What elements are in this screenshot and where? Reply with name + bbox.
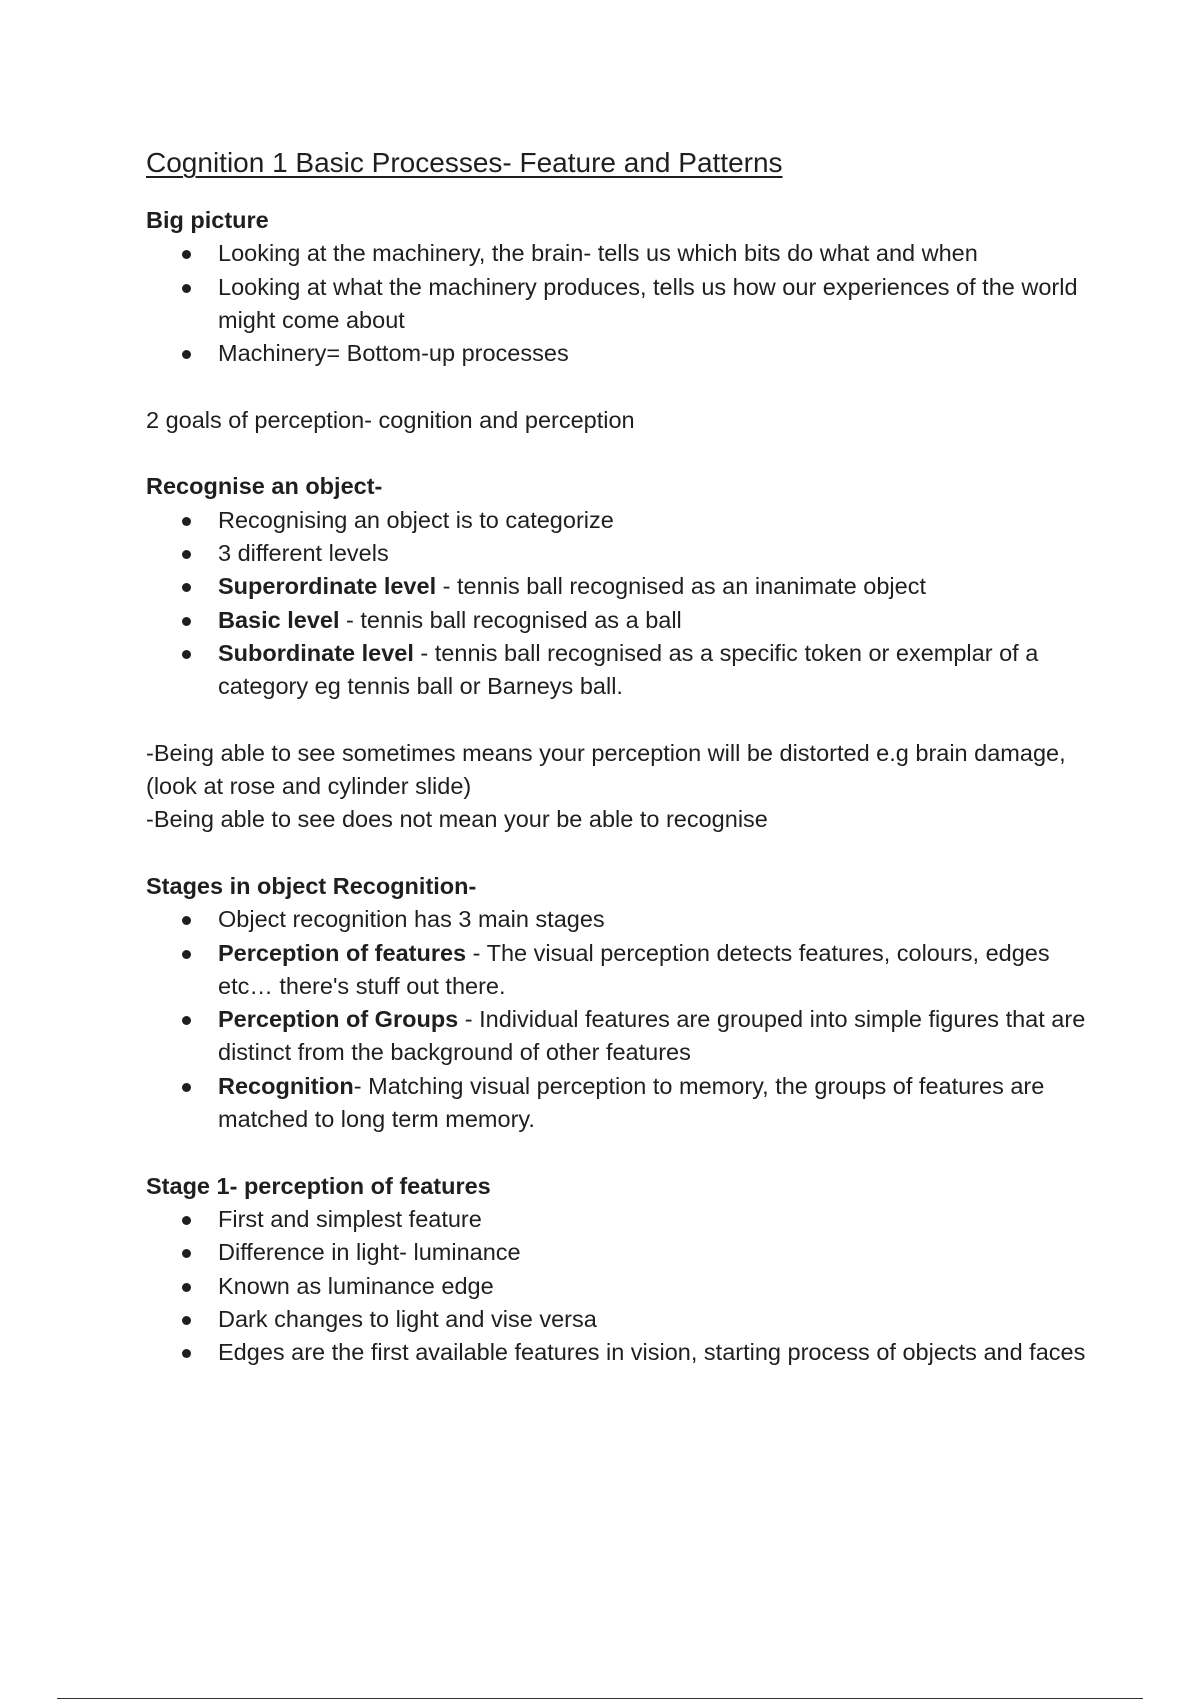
list-item (146, 1336, 1086, 1369)
bullet-icon (182, 617, 191, 626)
bullet-icon (182, 650, 191, 659)
section-recognise-object (146, 470, 1086, 703)
bullet-icon (182, 1083, 191, 1092)
list-item-text: - tennis ball recognised as an inanimate object (436, 573, 926, 600)
list-item (146, 504, 1086, 537)
bullet-icon (182, 950, 191, 959)
note-line: -Being able to see does not mean your be able to recognise (146, 806, 768, 833)
bullet-icon (182, 350, 191, 359)
list-item-text: Dark changes to light and vise versa (218, 1305, 597, 1332)
bullet-icon (182, 250, 191, 259)
section-stage-1 (146, 1170, 1086, 1370)
list-item-text: Looking at what the machinery produces, tells us how our experiences of the world might come about (218, 273, 1078, 333)
list-item (146, 604, 1086, 637)
list-item (146, 1270, 1086, 1303)
bullet-icon (182, 517, 191, 526)
spacer (146, 437, 1086, 470)
list-item (146, 1070, 1086, 1137)
section-heading: Recognise an object- (146, 473, 383, 500)
bullet-icon (182, 916, 191, 925)
list-item (146, 237, 1086, 270)
section-heading: Stages in object Recognition- (146, 872, 477, 899)
list-item (146, 570, 1086, 603)
bullet-list (146, 237, 1086, 370)
bullet-icon (182, 284, 191, 293)
section-stages-recognition (146, 870, 1086, 1136)
list-item-term: Superordinate level (218, 573, 437, 600)
section-heading: Big picture (146, 207, 269, 233)
list-item-text: - Individual features are grouped into simple figures that are distinct from the background of other features (218, 1006, 1086, 1066)
list-item (146, 1236, 1086, 1269)
list-item (146, 1303, 1086, 1336)
list-item (146, 1003, 1086, 1070)
list-item-text: First and simplest feature (218, 1205, 482, 1232)
list-item-text: Object recognition has 3 main stages (218, 906, 605, 933)
list-item-text: Known as luminance edge (218, 1272, 494, 1299)
list-item-text: - tennis ball recognised as a specific token or exemplar of a category eg tennis ball or Barneys ball. (218, 639, 1039, 700)
bullet-icon (182, 1216, 191, 1225)
note-line: -Being able to see sometimes means your perception will be distorted e.g brain damage, (look at rose and cylinder slide) (146, 739, 1066, 800)
page-title: Cognition 1 Basic Processes- Feature and Patterns (146, 147, 783, 178)
list-item (146, 337, 1086, 370)
bullet-icon (182, 1249, 191, 1258)
list-item-text: Edges are the first available features in vision, starting process of objects and faces (218, 1339, 1086, 1366)
list-item-text: - Matching visual perception to memory, the groups of features are matched to long term memory. (218, 1072, 1045, 1133)
list-item (146, 903, 1086, 936)
list-item (146, 271, 1086, 338)
bullet-list (146, 903, 1086, 1136)
goals-paragraph: 2 goals of perception- cognition and perception (146, 406, 635, 433)
bullet-icon (182, 1283, 191, 1292)
list-item-term: Basic level (218, 606, 340, 633)
list-item-term: Perception of Groups (218, 1006, 459, 1033)
bullet-icon (182, 1316, 191, 1325)
bullet-list (146, 504, 1086, 704)
list-item (146, 637, 1086, 704)
section-big-picture (146, 204, 1086, 370)
list-item-text: Machinery= Bottom-up processes (218, 340, 569, 367)
list-item-term: Recognition (218, 1072, 354, 1099)
list-item (146, 937, 1086, 1004)
list-item-text: Looking at the machinery, the brain- tells us which bits do what and when (218, 240, 978, 267)
section-seeing-notes (146, 737, 1086, 837)
spacer (146, 1136, 1086, 1169)
list-item-term: Subordinate level (218, 639, 414, 666)
list-item (146, 537, 1086, 570)
document-page (146, 143, 1086, 1369)
list-item (146, 1203, 1086, 1236)
page-bottom-rule (57, 1698, 1143, 1699)
spacer (146, 837, 1086, 870)
bullet-list (146, 1203, 1086, 1369)
spacer (146, 370, 1086, 403)
list-item-term: Perception of features (218, 939, 467, 966)
bullet-icon (182, 1016, 191, 1025)
bullet-icon (182, 1349, 191, 1358)
list-item-text: Difference in light- luminance (218, 1239, 521, 1266)
list-item-text: Recognising an object is to categorize (218, 506, 614, 533)
list-item-text: - The visual perception detects features, colours, edges etc… there's stuff out there. (218, 939, 1050, 999)
list-item-text: - tennis ball recognised as a ball (339, 606, 682, 633)
section-heading: Stage 1- perception of features (146, 1172, 491, 1199)
bullet-icon (182, 583, 191, 592)
spacer (146, 703, 1086, 736)
list-item-text: 3 different levels (218, 539, 389, 566)
bullet-icon (182, 550, 191, 559)
